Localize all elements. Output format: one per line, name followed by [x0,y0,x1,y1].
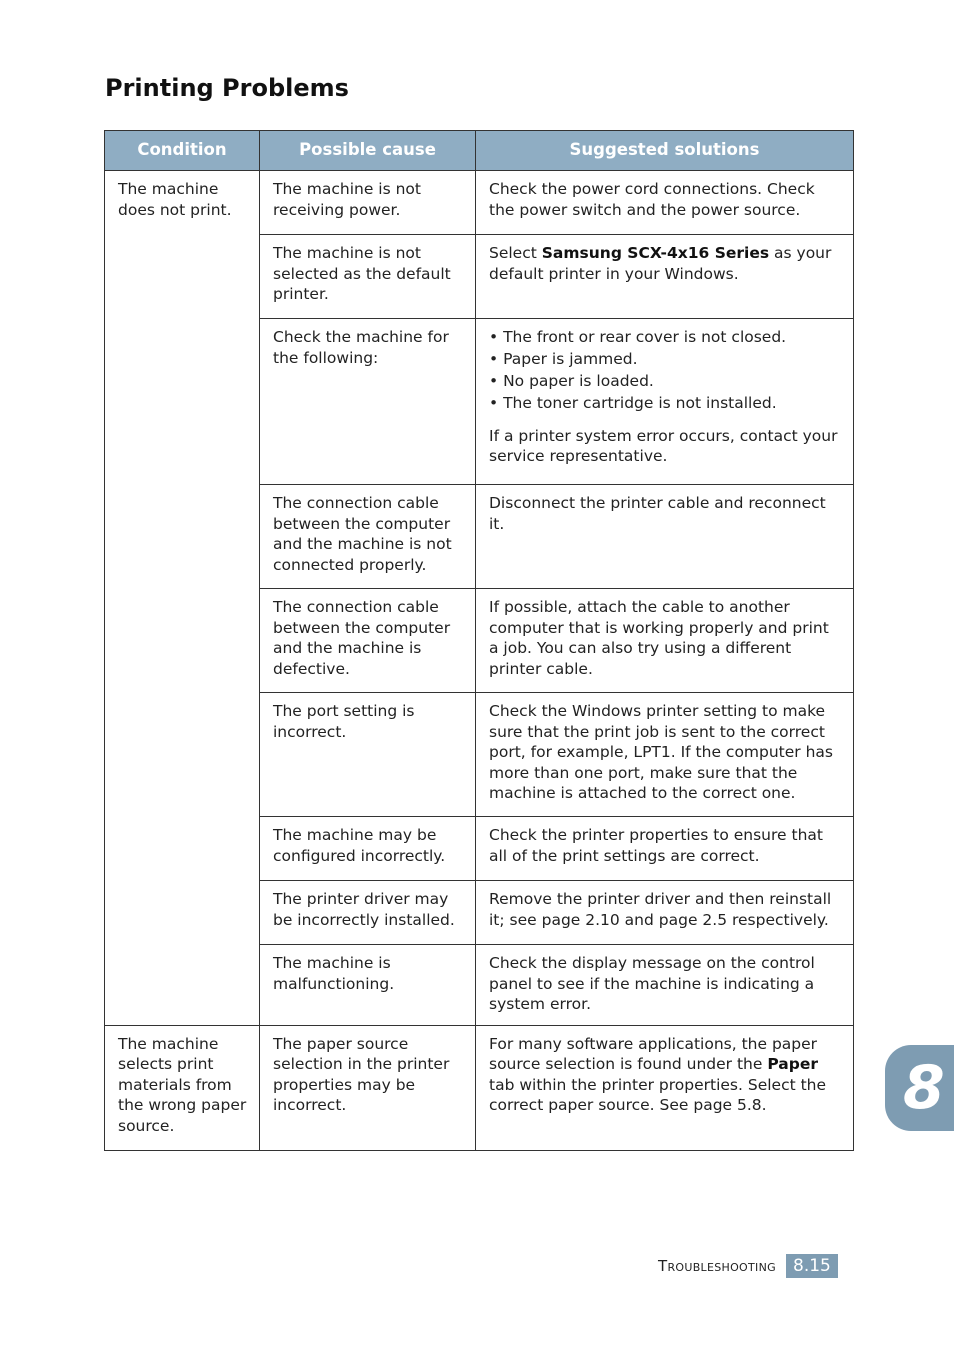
cause-cell: The machine is not receiving power. [260,171,476,235]
cause-cell: The printer driver may be incorrectly installed. [260,881,476,945]
solution-cell: Check the Windows printer setting to make sure that the print job is sent to the correct port, for example, LPT1. If the computer has more than one port, make sure that the machine is attached to the correct one. [476,693,854,817]
solution-cell: If possible, attach the cable to another computer that is working properly and print a job. You can also try using a different printer cable. [476,589,854,693]
cause-cell: The paper source selection in the printer properties may be incorrect. [260,1025,476,1150]
condition-cell: The machine does not print. [105,171,260,1026]
service-note: If a printer system error occurs, contact your service representative. [489,426,838,465]
check-list [489,327,841,414]
solution-cell: Check the power cord connections. Check the power switch and the power source. [476,171,854,235]
solution-cell [476,319,854,485]
condition-cell: The machine selects print materials from the wrong paper source. [105,1025,260,1150]
header-condition: Condition [105,131,260,171]
page-footer [658,1253,838,1278]
chapter-tab [885,1045,954,1131]
solution-cell [476,1025,854,1150]
header-possible-cause: Possible cause [260,131,476,171]
chapter-number: 8 [903,1053,945,1123]
solution-text: For many software applications, the paper source selection is found under the [489,1034,818,1073]
table-row [105,1025,854,1150]
cause-cell: The machine is malfunctioning. [260,945,476,1026]
cause-cell: The machine is not selected as the default printer. [260,235,476,319]
list-item: • Paper is jammed. [489,349,841,370]
printer-name-bold: Samsung SCX-4x16 Series [541,244,770,262]
table-header-row [105,131,854,171]
cause-cell: The connection cable between the computer and the machine is defective. [260,589,476,693]
list-item: • The front or rear cover is not closed. [489,327,841,348]
solution-text: tab within the printer properties. Select the correct paper source. See page 5.8. [489,1075,827,1114]
header-suggested-solutions: Suggested solutions [476,131,854,171]
list-item: • The toner cartridge is not installed. [489,393,841,414]
paper-tab-bold: Paper [767,1055,818,1073]
cause-cell: The machine may be configured incorrectly. [260,817,476,881]
solution-cell [476,235,854,319]
cause-cell: Check the machine for the following: [260,319,476,485]
solution-cell: Check the printer properties to ensure that all of the print settings are correct. [476,817,854,881]
troubleshooting-table [104,130,854,1151]
cause-cell: The port setting is incorrect. [260,693,476,817]
solution-cell: Disconnect the printer cable and reconnect it. [476,485,854,589]
page-number-badge: 8.15 [786,1254,838,1278]
list-item: • No paper is loaded. [489,371,841,392]
solution-text: Select [489,244,542,262]
solution-cell: Remove the printer driver and then reinstall it; see page 2.10 and page 2.5 respectively. [476,881,854,945]
solution-text: as your default printer in your Windows. [489,244,832,283]
page-title: Printing Problems [105,74,349,102]
footer-section-title: Troubleshooting [658,1256,776,1275]
cause-cell: The connection cable between the computer and the machine is not connected properly. [260,485,476,589]
table-row [105,171,854,235]
solution-cell: Check the display message on the control panel to see if the machine is indicating a system error. [476,945,854,1026]
